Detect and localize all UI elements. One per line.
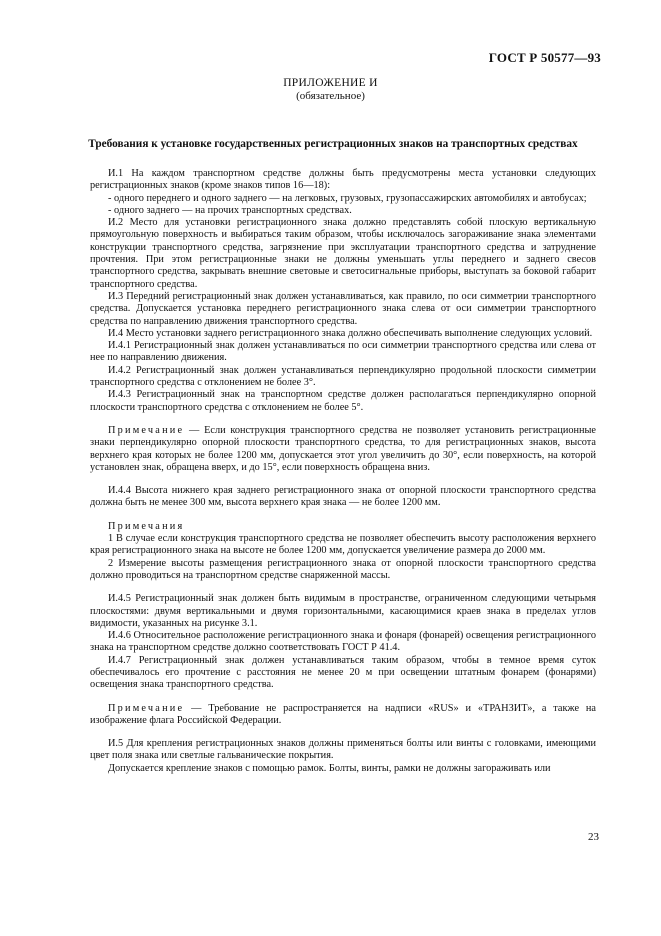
paragraph-i5-continued: Допускается крепление знаков с помощью рамок. Болты, винты, рамки не должны загораживать или	[108, 762, 551, 774]
paragraph-i4-2: И.4.2 Регистрационный знак должен устанавливаться перпендикулярно продольной плоскости симметрии транспортного средства с отклонением не более 3°.	[90, 364, 596, 389]
notes-heading	[90, 521, 596, 533]
note-1-label: Примечание	[108, 424, 185, 436]
paragraph-i5: И.5 Для крепления регистрационных знаков должны применяться болты или винты с головками, имеющими цвет поля знака или светлые гальванические покрытия.	[90, 738, 596, 762]
note-1-text: — Если конструкция транспортного средства не позволяет установить регистрационные знаки перпендикулярно опорной плоскости транспортного средства, то для регистрационных знаков, высота верхнего края которых не более 1200 мм, допускается этот угол увеличить до 30°, если поверхность, на которой установлен знак, обращена вверх, и до 15°, если поверхность обращена вниз.	[90, 424, 597, 473]
paragraph-i3: И.3 Передний регистрационный знак должен устанавливаться, как правило, по оси симметрии транспортного средства. Допускается установка переднего регистрационного знака слева от оси симметрии транспортного средства по направлению движения транспортного средства.	[90, 290, 596, 327]
note-2	[90, 703, 596, 728]
note-2-label: Примечание	[108, 702, 185, 714]
section-title: Требования к установке государственных регистрационных знаков на транспортных средствах	[88, 138, 578, 150]
document-id: ГОСТ Р 50577—93	[488, 50, 601, 65]
note-item-1: 1 В случае если конструкция транспортного средства не позволяет обеспечить высоту расположения верхнего края регистрационного знака на высоте не более 1200 мм, допускается увеличение размера до 2000 мм.	[90, 533, 596, 557]
note-1	[90, 425, 596, 474]
paragraph-i4-5: И.4.5 Регистрационный знак должен быть видимым в пространстве, ограниченном следующими четырьмя плоскостями: двумя вертикальными и двумя горизонтальными, касающимися краев знака в пределах углов видимости, указанных на рисунке 3.1.	[90, 593, 596, 629]
paragraph-i4: И.4 Место установки заднего регистрационного знака должно обеспечивать выполнение следующих условий.	[108, 327, 593, 339]
annex-title: ПРИЛОЖЕНИЕ И	[283, 77, 378, 89]
paragraph-i4-7: И.4.7 Регистрационный знак должен устанавливаться таким образом, чтобы в темное время суток обеспечивалось его прочтение с расстояния не менее 20 м при освещении штатным фонарем (фонарями) освещения знака транспортного средства.	[90, 654, 596, 691]
paragraph-i4-4: И.4.4 Высота нижнего края заднего регистрационного знака от опорной плоскости транспортного средства должна быть не менее 300 мм, высота верхнего края знака — не более 1200 мм.	[90, 485, 596, 509]
paragraph-i1: И.1 На каждом транспортном средстве должны быть предусмотрены места установки следующих регистрационных знаков (кроме знаков типов 16—18):	[90, 168, 596, 192]
annex-subtitle: (обязательное)	[296, 90, 365, 102]
paragraph-i1-item-2: - одного заднего — на прочих транспортных средствах.	[108, 204, 352, 216]
note-2-text: — Требование не распространяется на надписи «RUS» и «ТРАНЗИТ», а также на изображение флага Российской Федерации.	[90, 702, 596, 726]
paragraph-i4-6: И.4.6 Относительное расположение регистрационного знака и фонаря (фонарей) освещения регистрационного знака на транспортном средстве должно соответствовать ГОСТ Р 41.4.	[90, 630, 596, 654]
note-item-2: 2 Измерение высоты размещения регистрационного знака от опорной плоскости транспортного средства должно проводиться на транспортном средстве снаряженной массы.	[90, 557, 596, 581]
document-body	[90, 168, 596, 775]
page-number: 23	[588, 831, 599, 843]
notes-label: Примечания	[108, 520, 185, 532]
paragraph-i2: И.2 Место для установки регистрационного знака должно представлять собой плоскую вертикальную прямоугольную поверхность и выбираться таким образом, чтобы исключалось загораживание знака элементами конструкции транспортного средства, загрязнение при эксплуатации транспортного средства и затруднение прочтения. При этом регистрационные знаки не должны уменьшать углы переднего и заднего свесов транспортного средства, закрывать внешние световые и светосигнальные приборы, выступать за боковой габарит транспортного средства.	[90, 217, 596, 290]
paragraph-i1-item-1: - одного переднего и одного заднего — на легковых, грузовых, грузопассажирских автомобилях и автобусах;	[108, 192, 587, 204]
paragraph-i4-1: И.4.1 Регистрационный знак должен устанавливаться по оси симметрии транспортного средства или слева от нее по направлению движения.	[90, 340, 596, 364]
annex-heading	[0, 77, 661, 103]
paragraph-i4-3: И.4.3 Регистрационный знак на транспортном средстве должен располагаться перпендикулярно опорной плоскости транспортного средства с отклонением не более 5°.	[90, 389, 596, 413]
